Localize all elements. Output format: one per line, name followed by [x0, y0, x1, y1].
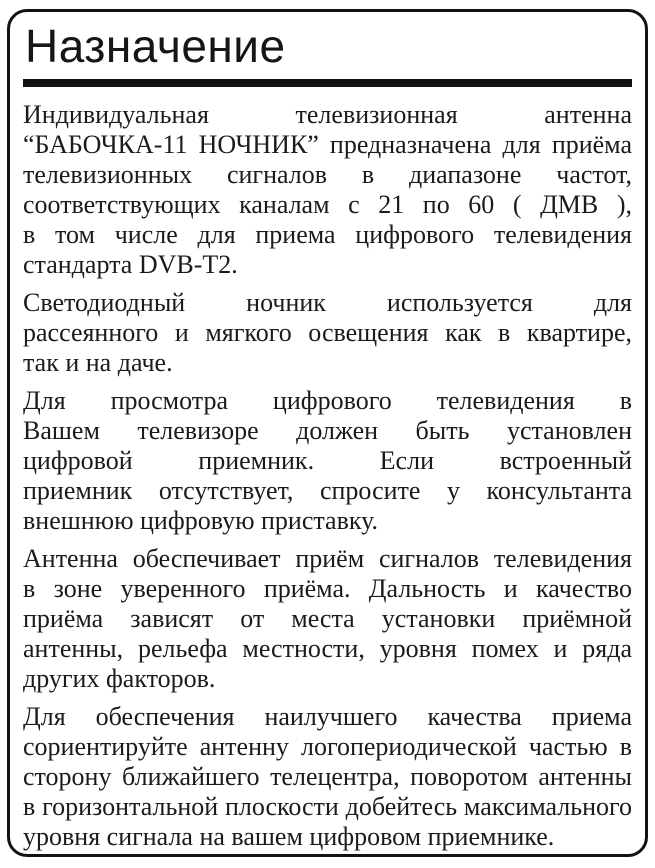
text-line: Вашем телевизоре должен быть установлен	[23, 416, 632, 445]
paragraph	[23, 288, 632, 378]
text-line: Индивидуальная телевизионная антенна	[23, 100, 632, 129]
text-line: внешнюю цифровую приставку.	[23, 506, 379, 535]
paragraph	[23, 386, 632, 536]
paragraph	[23, 544, 632, 694]
text-line: телевизионных сигналов в диапазоне частот,	[23, 160, 632, 189]
text-line: Для просмотра цифрового телевидения в	[23, 386, 632, 415]
text-line: уровня сигнала на вашем цифровом приемнике.	[23, 822, 555, 851]
page-title: Назначение	[25, 20, 286, 72]
text-line: антенны, рельефа местности, уровня помех и ряда	[23, 634, 632, 663]
text-line: приёма зависят от места установки приёмной	[23, 604, 632, 633]
text-line: Антенна обеспечивает приём сигналов телевидения	[23, 544, 632, 573]
document-body	[23, 100, 632, 852]
text-line: Светодиодный ночник используется для	[23, 288, 632, 317]
title-divider-rule	[23, 79, 632, 87]
text-line: в зоне уверенного приёма. Дальность и качество	[23, 574, 632, 603]
text-line: стандарта DVB-T2.	[23, 250, 238, 279]
text-line: Для обеспечения наилучшего качества приема	[23, 702, 632, 731]
text-line: цифровой приемник. Если встроенный	[23, 446, 632, 475]
text-line: рассеянного и мягкого освещения как в квартире,	[23, 318, 632, 347]
text-line: соответствующих каналам с 21 по 60 ( ДМВ ),	[23, 190, 632, 219]
text-line: в горизонтальной плоскости добейтесь максимального	[23, 792, 632, 821]
text-line: в том числе для приема цифрового телевидения	[23, 220, 632, 249]
text-line: так и на даче.	[23, 348, 173, 377]
text-line: сориентируйте антенну логопериодической частью в	[23, 732, 632, 761]
paragraph	[23, 100, 632, 280]
text-line: приемник отсутствует, спросите у консультанта	[23, 476, 632, 505]
paragraph	[23, 702, 632, 852]
text-line: сторону ближайшего телецентра, поворотом антенны	[23, 762, 632, 791]
manual-page-border	[7, 9, 648, 857]
text-line: “БАБОЧКА-11 НОЧНИК” предназначена для приёма	[23, 130, 632, 159]
text-line: других факторов.	[23, 664, 216, 693]
